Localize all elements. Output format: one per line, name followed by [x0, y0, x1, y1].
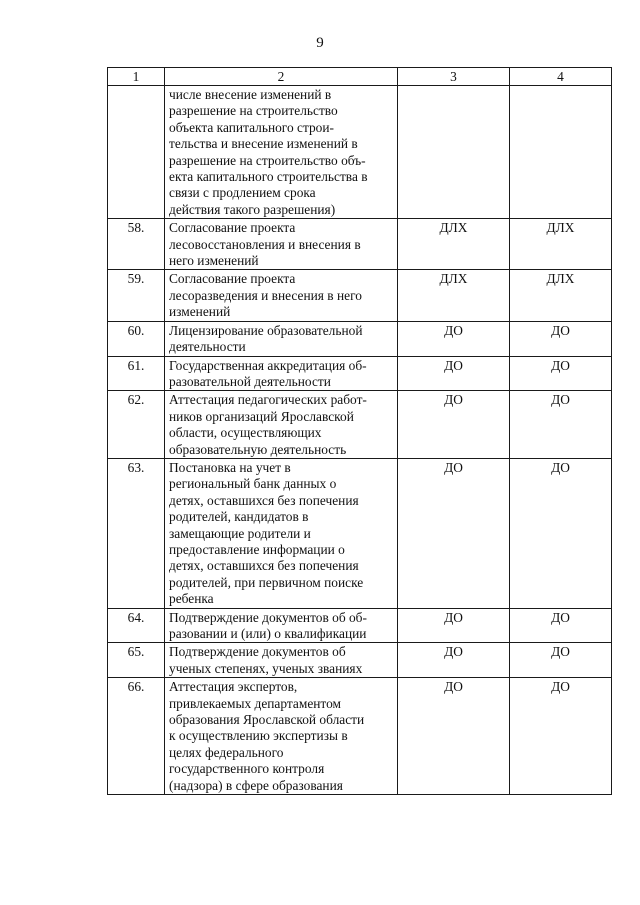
- table-row: [108, 643, 612, 678]
- table-header-row: [108, 68, 612, 86]
- row-col4-authority: ДЛХ: [510, 219, 612, 270]
- service-name-text: Согласование проекта лесоразведения и внесения в него изменений: [169, 271, 362, 320]
- row-col4-authority: ДО: [510, 391, 612, 459]
- row-col4-authority: ДО: [510, 458, 612, 608]
- header-col-3: 3: [398, 68, 510, 86]
- row-col4-authority: ДО: [510, 678, 612, 795]
- row-number: 61.: [108, 356, 165, 391]
- row-col3-authority: ДО: [398, 643, 510, 678]
- row-number: 58.: [108, 219, 165, 270]
- row-col4-authority: ДО: [510, 321, 612, 356]
- header-col-2: 2: [165, 68, 398, 86]
- table-row: [108, 321, 612, 356]
- row-service-name: [165, 219, 398, 270]
- row-col4-authority: [510, 86, 612, 219]
- service-name-text: Согласование проекта лесовосстановления и внесения в него изменений: [169, 220, 361, 269]
- service-name-text: Постановка на учет в региональный банк данных о детях, оставшихся без попечения родителей, кандидатов в замещающие родители и предоставление информации о детях, оставшихся без попечения родителей, при первичном поиске ребенка: [169, 459, 364, 607]
- row-number: 62.: [108, 391, 165, 459]
- service-name-text: Аттестация экспертов, привлекаемых департаментом образования Ярославской области к осуществлению экспертизы в целях федерального государственного контроля (надзора) в сфере образования: [169, 679, 365, 793]
- table-row: [108, 608, 612, 643]
- header-col-4: 4: [510, 68, 612, 86]
- row-col3-authority: ДЛХ: [398, 270, 510, 321]
- row-number: 59.: [108, 270, 165, 321]
- services-table: [107, 67, 612, 795]
- row-number: [108, 86, 165, 219]
- row-col3-authority: ДО: [398, 678, 510, 795]
- row-col4-authority: ДО: [510, 356, 612, 391]
- service-name-text: Лицензирование образовательной деятельности: [169, 322, 363, 355]
- service-name-text: числе внесение изменений в разрешение на строительство объекта капитального строи- тельства и внесение изменений в разрешение на строительство объ- екта капитального строительства в связи с продлением срока действия такого разрешения): [169, 87, 368, 217]
- table-row: [108, 458, 612, 608]
- row-service-name: [165, 458, 398, 608]
- row-service-name: [165, 678, 398, 795]
- row-col4-authority: ДЛХ: [510, 270, 612, 321]
- table-row: [108, 391, 612, 459]
- table-row: [108, 219, 612, 270]
- row-service-name: [165, 86, 398, 219]
- row-col3-authority: ДО: [398, 608, 510, 643]
- table-row: [108, 86, 612, 219]
- row-number: 65.: [108, 643, 165, 678]
- row-service-name: [165, 643, 398, 678]
- row-number: 63.: [108, 458, 165, 608]
- row-col3-authority: ДО: [398, 356, 510, 391]
- row-service-name: [165, 321, 398, 356]
- row-number: 60.: [108, 321, 165, 356]
- table-row: [108, 356, 612, 391]
- service-name-text: Государственная аккредитация об- разовательной деятельности: [169, 357, 367, 389]
- service-name-text: Подтверждение документов об ученых степенях, ученых званиях: [169, 644, 363, 676]
- service-name-text: Аттестация педагогических работ- ников организаций Ярославской области, осуществляющих образовательную деятельность: [169, 392, 367, 457]
- row-service-name: [165, 270, 398, 321]
- table-row: [108, 270, 612, 321]
- row-col4-authority: ДО: [510, 608, 612, 643]
- row-service-name: [165, 356, 398, 391]
- page-number: 9: [316, 35, 324, 51]
- row-col3-authority: ДО: [398, 391, 510, 459]
- row-col3-authority: ДО: [398, 458, 510, 608]
- row-col3-authority: [398, 86, 510, 219]
- row-col3-authority: ДЛХ: [398, 219, 510, 270]
- row-service-name: [165, 391, 398, 459]
- row-service-name: [165, 608, 398, 643]
- row-col3-authority: ДО: [398, 321, 510, 356]
- table-row: [108, 678, 612, 795]
- service-name-text: Подтверждение документов об об- разовании и (или) о квалификации: [169, 609, 367, 641]
- row-number: 66.: [108, 678, 165, 795]
- row-number: 64.: [108, 608, 165, 643]
- row-col4-authority: ДО: [510, 643, 612, 678]
- header-col-1: 1: [108, 68, 165, 86]
- table-body: [108, 68, 612, 795]
